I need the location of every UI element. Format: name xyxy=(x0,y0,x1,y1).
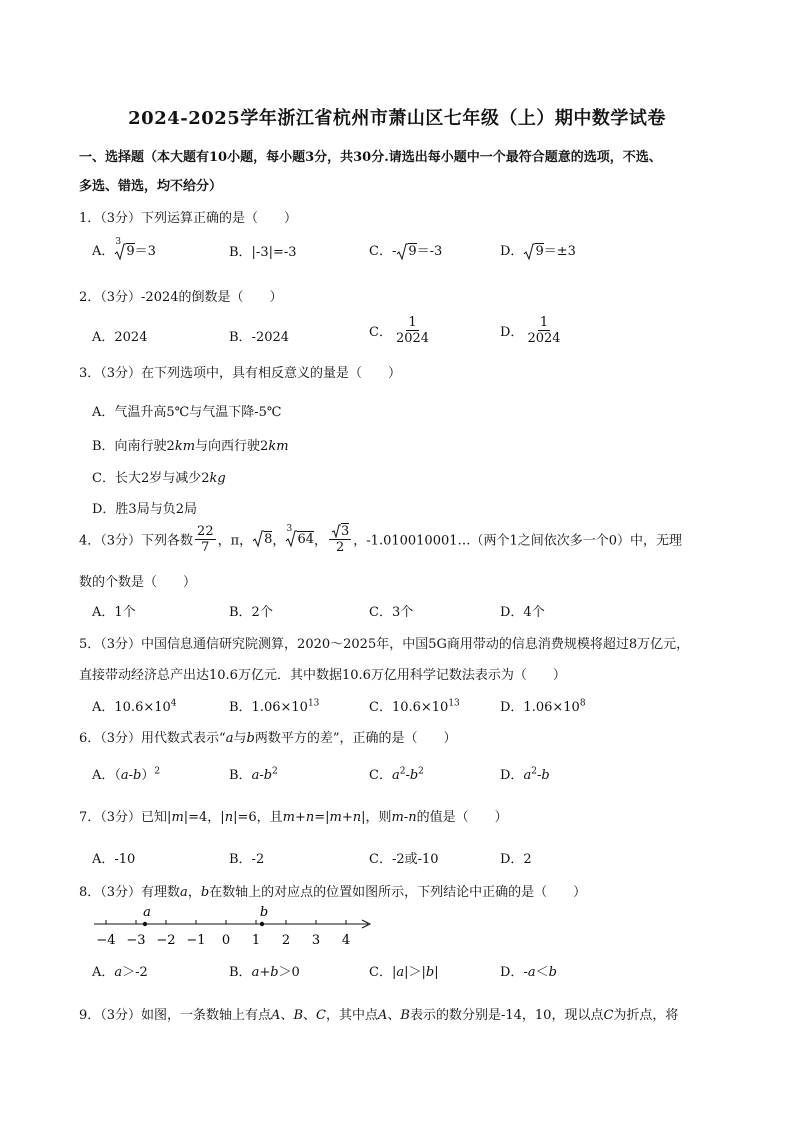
q4-sqrt8-radicand: 8 xyxy=(264,531,273,547)
q2-d-denominator: 2024 xyxy=(527,331,561,346)
q4-stem-line2: 数的个数是（ ） xyxy=(79,575,197,590)
q4-comma1: ， xyxy=(272,533,286,549)
q6-a-expr: a-b xyxy=(120,768,142,783)
q1-c-label: C．- xyxy=(369,244,397,259)
q6-c-pre: C． xyxy=(369,768,392,783)
number-line-tick-label: −4 xyxy=(96,933,116,948)
q6-stem-post: 两数平方的差”，正确的是（ ） xyxy=(254,731,457,746)
q7-option-d: D．2 xyxy=(500,852,532,867)
q2-option-c xyxy=(369,316,433,345)
page-title: 2024-2025学年浙江省杭州市萧山区七年级（上）期中数学试卷 xyxy=(128,108,666,129)
q9-A2: A xyxy=(378,1008,388,1023)
q6-mid: 与 xyxy=(233,731,247,746)
q4-cbrt-index: 3 xyxy=(286,524,293,534)
q4-comma2: ， xyxy=(313,533,327,549)
q4-cbrt-radicand: 64 xyxy=(297,531,314,547)
q1-d-rest: ＝±3 xyxy=(543,244,576,259)
q2-c-fraction xyxy=(394,316,431,345)
q3-b-pre: B．向南行驶2 xyxy=(92,439,175,454)
q8-d-pre: D．- xyxy=(500,965,528,980)
q7-s2: |=6，且 xyxy=(233,810,283,825)
q2-d-fraction xyxy=(525,316,562,345)
q9-C: C xyxy=(316,1008,326,1023)
q8-d-a: a xyxy=(527,965,536,980)
q4-fraction-sqrt3-2 xyxy=(329,524,351,554)
q6-b-expr: a-b xyxy=(251,768,273,783)
section-heading-line2: 多选、错选，均不给分） xyxy=(79,179,223,194)
number-line-tick-label: −3 xyxy=(126,933,146,948)
number-line-point-b xyxy=(260,922,264,926)
q2-option-d xyxy=(500,316,565,345)
q1-c-sqrt xyxy=(396,243,408,261)
number-line-tick-label: 1 xyxy=(251,933,261,948)
q2-d-numerator: 1 xyxy=(539,315,549,330)
q4-option-d: D．4个 xyxy=(500,605,545,620)
q9-s2: 、 xyxy=(303,1008,317,1023)
q1-option-c xyxy=(369,240,442,261)
q1-a-rest: ＝3 xyxy=(134,244,156,259)
q5-a-exp: 4 xyxy=(170,698,177,709)
q2-option-b: B．-2024 xyxy=(229,330,290,345)
q7-stem-pre: 7．（3分）已知| xyxy=(79,810,172,825)
number-line-tick-label: 0 xyxy=(221,933,231,948)
q8-c-pre: C．| xyxy=(369,965,397,980)
q8-d-mid: ＜ xyxy=(535,965,549,980)
q1-a-index: 3 xyxy=(115,236,122,247)
q6-option-b xyxy=(229,764,278,783)
q8-option-c xyxy=(369,961,439,980)
q8-c-b: b xyxy=(425,965,435,980)
q3-option-d: D．胜3局与负2局 xyxy=(92,502,197,517)
q4-frac-sqrt3-num xyxy=(329,524,351,540)
number-line-tick-label: −2 xyxy=(156,933,176,948)
q8-a-var: a xyxy=(114,965,123,980)
q4-sqrt3-radicand: 3 xyxy=(341,523,350,539)
q3-b-mid: 与向西行驶2 xyxy=(195,439,269,454)
q6-c-exp2: 2 xyxy=(418,766,424,777)
q6-b-pre: B． xyxy=(229,768,252,783)
q6-a-pre: A．（ xyxy=(92,768,121,783)
q5-c-base: C．10.6×10 xyxy=(369,700,449,715)
q8-b-post: ＞0 xyxy=(278,965,300,980)
q7-s3: =| xyxy=(314,810,330,825)
q6-c-a: a xyxy=(391,768,400,783)
q7-s4: |，则 xyxy=(361,810,392,825)
q7-mn: m+n xyxy=(282,810,315,825)
q9-s3: ，其中点 xyxy=(325,1008,378,1023)
q7-option-a: A．-10 xyxy=(92,852,136,867)
q6-option-d xyxy=(500,764,550,783)
q1-option-a xyxy=(92,236,156,261)
q5-c-exp: 13 xyxy=(448,698,460,709)
q5-b-base: B．1.06×10 xyxy=(229,700,308,715)
q8-b-var: a+b xyxy=(251,965,279,980)
q6-d-a: a xyxy=(523,768,532,783)
q9-C2: C xyxy=(603,1008,614,1023)
q8-stem-pre: 8．（3分）有理数 xyxy=(79,885,181,900)
q4-stem-post: ，-1.010010001…（两个1之间依次多一个0）中，无理 xyxy=(353,533,683,549)
q3-option-b xyxy=(92,435,289,454)
q5-option-a xyxy=(92,696,177,715)
radical-icon xyxy=(331,524,341,538)
q4-pi: ，π， xyxy=(217,533,253,549)
number-line-tick-label: 2 xyxy=(281,933,291,948)
q6-stem-pre: 6．（3分）用代数式表示“ xyxy=(79,731,226,746)
q6-c-exp1: 2 xyxy=(399,766,406,777)
q6-d-pre: D． xyxy=(500,768,524,783)
section-heading-line1: 一、选择题（本大题有10小题，每小题3分，共30分.请选出每小题中一个最符合题意的选项，不选、 xyxy=(79,150,662,165)
q8-option-b xyxy=(229,961,300,980)
q4-option-a: A．1个 xyxy=(92,605,136,620)
q4-option-c: C．3个 xyxy=(369,605,414,620)
q6-b-exp: 2 xyxy=(272,766,278,777)
q3-c-unit: kg xyxy=(209,471,226,486)
q9-B2: B xyxy=(400,1008,410,1023)
q1-a-label: A． xyxy=(92,244,115,259)
q4-frac-sqrt3-den: 2 xyxy=(336,540,345,555)
q6-a-exp: 2 xyxy=(154,766,161,777)
q1-d-label: D． xyxy=(500,244,524,259)
q8-stem-post: 在数轴上的对应点的位置如图所示，下列结论中正确的是（ ） xyxy=(209,885,587,900)
q7-s1: |=4，| xyxy=(183,810,225,825)
number-line-tick-label: −1 xyxy=(186,933,206,948)
q7-m: m xyxy=(171,810,184,825)
q8-c-post: | xyxy=(434,965,439,980)
q7-mn2: m+n xyxy=(329,810,362,825)
q6-d-b: -b xyxy=(536,768,550,783)
q7-option-c: C．-2或-10 xyxy=(369,852,439,867)
q6-c-b: -b xyxy=(405,768,419,783)
q4-option-b: B．2个 xyxy=(229,605,273,620)
q1-a-cube-root xyxy=(114,236,126,261)
q4-frac-den: 7 xyxy=(201,539,210,555)
q8-a-post: ＞-2 xyxy=(122,965,148,980)
q1-d-sqrt xyxy=(523,243,535,261)
q4-sqrt8 xyxy=(252,530,264,548)
q1-option-d xyxy=(500,240,576,261)
number-line-point-label-b: b xyxy=(259,905,269,920)
q4-frac-num: 22 xyxy=(197,523,214,539)
q5-option-d xyxy=(500,696,586,715)
q9-s5: 表示的数分别是-14，10，现以点 xyxy=(409,1008,604,1023)
q3-stem: 3．（3分）在下列选项中，具有相反意义的量是（ ） xyxy=(79,366,402,381)
q6-var-a: a xyxy=(225,731,234,746)
radical-icon xyxy=(252,530,264,548)
q6-option-a xyxy=(92,764,160,783)
q8-c-a: a xyxy=(396,965,405,980)
q2-stem: 2．（3分）-2024的倒数是（ ） xyxy=(79,290,283,305)
q8-comma: ， xyxy=(187,885,201,900)
q9-A: A xyxy=(271,1008,281,1023)
q3-b-unit2: km xyxy=(268,439,289,454)
q8-stem xyxy=(79,881,586,900)
q2-d-label: D． xyxy=(500,325,524,340)
q7-s5: 的值是（ ） xyxy=(416,810,508,825)
q6-a-post: ） xyxy=(141,768,155,783)
q5-option-b xyxy=(229,696,319,715)
q6-option-c xyxy=(369,764,424,783)
q8-va: a xyxy=(180,885,188,900)
q6-var-b: b xyxy=(246,731,255,746)
q9-stem xyxy=(79,1004,678,1023)
q2-c-numerator: 1 xyxy=(408,315,417,330)
q5-stem-line1: 5．（3分）中国信息通信研究院测算，2020～2025年，中国5G商用带动的信息消费规模将超过8万亿元， xyxy=(79,637,690,652)
q3-b-unit1: km xyxy=(174,439,196,454)
q5-d-exp: 8 xyxy=(579,698,586,709)
q1-stem: 1．（3分）下列运算正确的是（ ） xyxy=(79,211,298,226)
q3-option-a: A．气温升高5℃与气温下降-5℃ xyxy=(92,405,282,420)
q5-option-c xyxy=(369,696,460,715)
number-line-point-a xyxy=(143,922,147,926)
q3-c-pre: C．长大2岁与减少2 xyxy=(92,471,210,486)
q9-s1: 、 xyxy=(280,1008,294,1023)
q1-c-radicand: 9 xyxy=(408,244,417,259)
q7-stem xyxy=(79,806,508,825)
q1-a-radicand: 9 xyxy=(126,244,135,259)
q3-option-c xyxy=(92,467,226,486)
q1-d-radicand: 9 xyxy=(535,244,544,259)
q5-b-exp: 13 xyxy=(307,698,320,709)
q9-stem-pre: 9．（3分）如图，一条数轴上有点 xyxy=(79,1008,272,1023)
q9-B: B xyxy=(293,1008,304,1023)
q5-a-base: A．10.6×10 xyxy=(92,700,171,715)
q5-d-base: D．1.06×10 xyxy=(500,700,580,715)
q1-c-rest: ＝-3 xyxy=(416,244,443,259)
number-line-points xyxy=(143,905,268,926)
q1-option-b: B．|-3|=-3 xyxy=(229,245,297,260)
q7-n: n xyxy=(224,810,234,825)
q6-stem xyxy=(79,727,456,746)
q2-option-a: A．2024 xyxy=(92,330,148,345)
q9-s4: 、 xyxy=(387,1008,401,1023)
q8-c-mid: |＞| xyxy=(404,965,426,980)
q8-vb: b xyxy=(200,885,210,900)
q8-d-b: b xyxy=(548,965,557,980)
q8-option-d xyxy=(500,961,557,980)
q8-b-pre: B． xyxy=(229,965,252,980)
q7-option-b: B．-2 xyxy=(229,852,265,867)
number-line-figure xyxy=(92,904,382,950)
q7-mmn: m-n xyxy=(391,810,417,825)
radical-icon xyxy=(523,243,535,261)
radical-icon xyxy=(396,243,408,261)
q6-d-exp: 2 xyxy=(531,766,537,777)
q5-stem-line2: 直接带动经济总产出达10.6万亿元．其中数据10.6万亿用科学记数法表示为（ ） xyxy=(79,668,566,683)
q4-cbrt64 xyxy=(285,524,297,548)
q4-stem-line1 xyxy=(79,524,682,554)
number-line-tick-label: 3 xyxy=(311,933,321,948)
q4-fraction-22-7 xyxy=(195,525,216,554)
q2-c-label: C． xyxy=(369,325,392,340)
q4-stem-pre: 4．（3分）下列各数 xyxy=(79,533,194,549)
number-line-tick-label: 4 xyxy=(341,933,351,948)
q2-c-denominator: 2024 xyxy=(395,331,430,346)
q9-s6: 为折点，将 xyxy=(613,1008,679,1023)
q8-a-pre: A． xyxy=(92,965,115,980)
number-line-point-label-a: a xyxy=(143,905,151,920)
q8-option-a xyxy=(92,961,148,980)
